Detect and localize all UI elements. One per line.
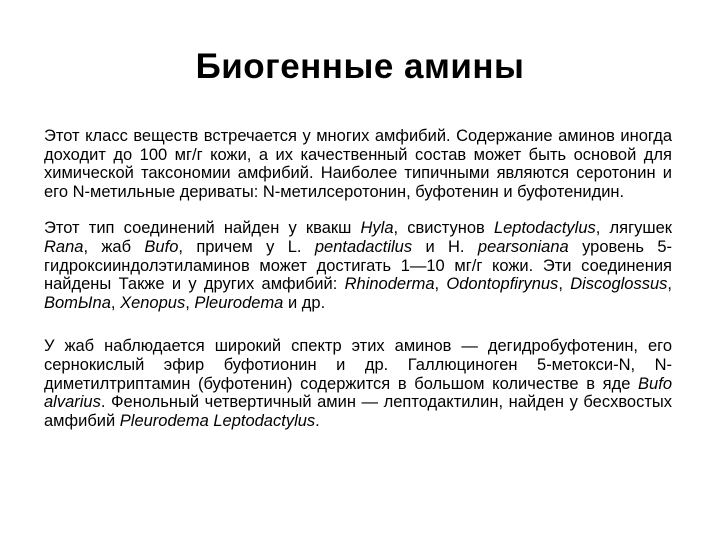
italic-text: Pleurodema Leptodactylus (119, 411, 316, 430)
italic-text: Xenopus (120, 293, 186, 312)
text-segment: Этот класс веществ встречается у многих амфибий. Содержание аминов иногда доходит до 100 мг/г кожи, а их качественный состав может быть основой для химической таксономии амфибий. Наиболее типичными являются серотонин и его N-метильные дериваты: N-метилсеротонин, буфотенин и буфотенидин. (44, 127, 672, 201)
text-segment: уровень 5-гидроксииндолэтиламинов может достигать 1—10 мг/г кожи. Эти соединения найдены Также и у других амфибий: (44, 237, 672, 294)
paragraph-1 (44, 127, 672, 201)
text-segment: , (110, 293, 121, 312)
italic-text: pearsoniana (477, 237, 569, 256)
italic-text: pentadactilus (314, 237, 413, 256)
slide-body-text (44, 127, 672, 430)
text-segment: , (558, 275, 571, 294)
text-segment: , (434, 275, 447, 294)
italic-text: Rhinoderma (344, 275, 435, 294)
text-segment: , (667, 275, 673, 294)
text-segment: У жаб наблюдается широкий спектр этих аминов — дегидробуфотенин, его сернокислый эфир буфотионин и др. Галлюциноген 5-метокси-N, N-диметилтриптамин (буфотенин) содержится в большом количестве в яде (44, 337, 672, 393)
text-segment: , жаб (83, 237, 145, 256)
italic-text: Leptodactylus (493, 219, 596, 238)
text-segment: . (315, 411, 320, 430)
text-segment: , причем у L. (178, 237, 315, 256)
text-segment: Этот тип соединений найден у квакш (44, 219, 361, 238)
italic-text: Pleurodema (194, 293, 284, 312)
text-segment: , лягушек (595, 219, 672, 238)
text-segment: , свистунов (393, 219, 494, 238)
text-segment: и H. (412, 237, 478, 256)
italic-text: Bufo (144, 237, 179, 256)
paragraph-2 (44, 219, 672, 312)
italic-text: Discoglossus (570, 275, 668, 294)
text-segment: . Фенольный четвертичный амин — лептодактилин, найден у бесхвостых амфибий (44, 393, 672, 430)
italic-text: Bufo alvarius (44, 374, 672, 412)
italic-text: Rana (44, 237, 84, 256)
text-segment: и др. (283, 293, 326, 312)
text-segment: , (185, 293, 195, 312)
paragraph-3 (44, 337, 672, 430)
italic-text: Odontopfirynus (446, 275, 559, 294)
slide-title: Биогенные амины (195, 47, 525, 86)
italic-text: BomЫna (44, 293, 111, 312)
italic-text: Hyla (360, 219, 394, 238)
